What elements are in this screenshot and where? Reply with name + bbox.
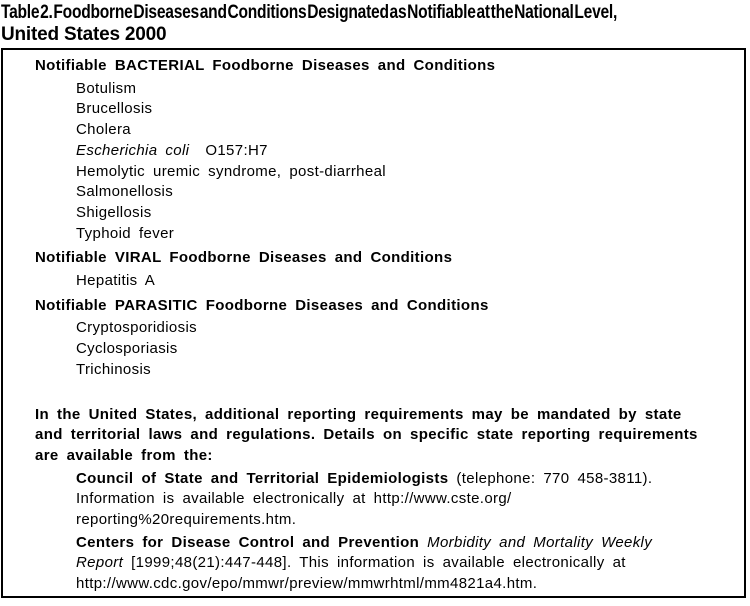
text-run: Information is available electronically at http://www.cste.org/ [76,490,512,508]
reference-cste [35,469,734,531]
text-run: reporting%20requirements.htm. [76,511,297,529]
text-run: [1999;48(21):447-448]. This information is available electronically at [123,554,626,572]
text-run: Escherichia coli [76,141,190,159]
section-parasitic [35,296,734,381]
disease-item-typhoid-fever [35,224,734,245]
reference-cste-line-1 [76,469,734,490]
disease-item-shigellosis [35,203,734,224]
text-run: Cyclosporiasis [76,340,178,358]
disease-item-cholera [35,120,734,141]
disease-item-e-coli [35,141,734,162]
table-title-line-2: United States 2000 [1,23,167,45]
text-run: Morbidity and Mortality Weekly [427,533,653,551]
text-run: Salmonellosis [76,183,174,201]
table-title [1,2,750,45]
text-run: Shigellosis [76,203,152,221]
disease-item-hemolytic-uremic-syndrome [35,162,734,183]
text-run: Hepatitis A [76,272,156,290]
disease-item-hepatitis-a [35,271,734,292]
disease-item-brucellosis [35,99,734,120]
disease-item-trichinosis [35,360,734,381]
reference-cste-line-3 [76,510,734,531]
intro-paragraph [35,405,734,467]
text-run: Trichinosis [76,360,151,378]
intro-line-3: are available from the: [35,446,213,464]
text-run: Brucellosis [76,100,153,118]
intro-line-2: and territorial laws and regulations. Details on specific state reporting requirements [35,426,698,444]
section-viral [35,248,734,291]
text-run: Cryptosporidiosis [76,319,197,337]
text-run: (telephone: 770 458-3811). [448,469,653,487]
section-heading-viral: Notifiable VIRAL Foodborne Diseases and Conditions [35,249,453,267]
reference-cdc [35,533,734,595]
section-bacterial [35,56,734,244]
table-title-line-1: Table 2. Foodborne Diseases and Conditions Designated as Notifiable at the National Level, [1,2,618,23]
disease-item-cyclosporiasis [35,339,734,360]
text-run: http://www.cdc.gov/epo/mmwr/preview/mmwrhtml/mm4821a4.htm. [76,575,538,593]
reference-cdc-line-2 [76,553,734,574]
text-run: Council of State and Territorial Epidemiologists [76,469,449,487]
text-run: Report [76,554,124,572]
disease-item-salmonellosis [35,182,734,203]
reference-cdc-line-3 [76,574,734,595]
text-run: Centers for Disease Control and Prevention [76,533,428,551]
text-run: Botulism [76,79,137,97]
text-run: Typhoid fever [76,224,175,242]
section-heading-bacterial: Notifiable BACTERIAL Foodborne Diseases and Conditions [35,57,496,74]
reference-cdc-line-1 [76,533,734,554]
notifiable-diseases-box [1,48,746,598]
disease-item-botulism [35,79,734,100]
reference-cste-line-2 [76,489,734,510]
section-heading-parasitic: Notifiable PARASITIC Foodborne Diseases and Conditions [35,296,489,314]
intro-line-1: In the United States, additional reporting requirements may be mandated by state [35,405,682,423]
text-run: Hemolytic uremic syndrome, post-diarrheal [76,162,386,180]
text-run: Cholera [76,121,131,139]
text-run: O157:H7 [189,141,268,159]
disease-item-cryptosporidiosis [35,318,734,339]
